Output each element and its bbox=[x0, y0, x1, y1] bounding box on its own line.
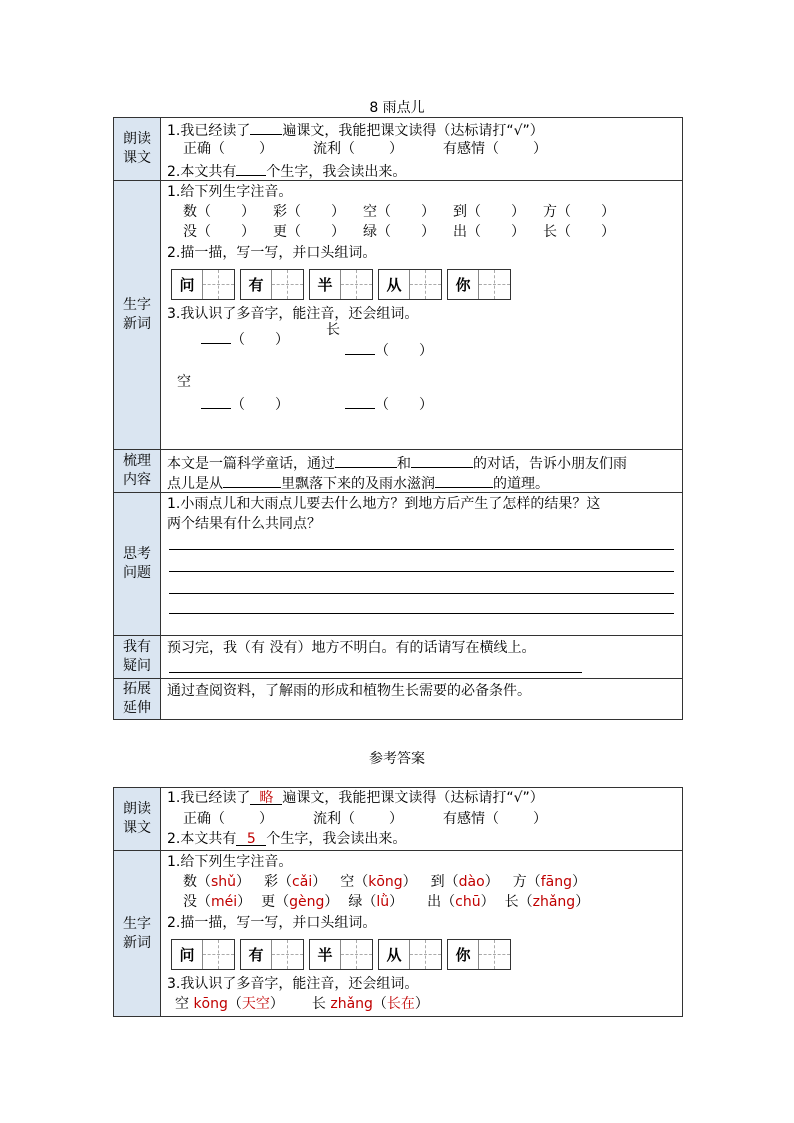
trace-box: 从 bbox=[378, 939, 442, 970]
trace-box: 有 bbox=[240, 939, 304, 970]
extend-text: 通过查阅资料，了解雨的形成和植物生长需要的必备条件。 bbox=[167, 683, 531, 699]
outline-line-2: 点儿是从 里飘落下来的及雨水滋润 的道理。 bbox=[167, 472, 549, 493]
fluent-option[interactable]: 流利（ ） bbox=[313, 141, 403, 157]
think-cell bbox=[161, 493, 683, 636]
label-words: 生字 新词 bbox=[114, 181, 161, 450]
answer-read-cell bbox=[161, 788, 683, 851]
poly-char-kong: 空 bbox=[177, 374, 191, 390]
answer-trace-grid-row bbox=[171, 939, 511, 970]
read-cell bbox=[161, 118, 683, 181]
lesson-title: 8 雨点儿 bbox=[369, 100, 425, 116]
writing-line[interactable] bbox=[169, 571, 674, 572]
words-cell bbox=[161, 181, 683, 450]
words-q3: 3.我认识了多音字，能注音，还会组词。 bbox=[167, 306, 419, 322]
answer-pinyin-row-2: 没（méi） 更（gèng） 绿（lǜ） 出（chū） 长（zhǎng） bbox=[183, 894, 590, 910]
answer-poly-line: 空 kōng（天空） 长 zhǎng（长在） bbox=[175, 996, 429, 1012]
extend-cell bbox=[161, 679, 683, 720]
trace-box: 问 bbox=[171, 939, 235, 970]
label-words: 生字 新词 bbox=[114, 851, 161, 1017]
words-q2: 2.描一描，写一写，并口头组词。 bbox=[167, 245, 377, 261]
outline-cell bbox=[161, 450, 683, 493]
trace-box[interactable]: 有 bbox=[240, 269, 304, 300]
char-count-blank[interactable] bbox=[236, 160, 266, 176]
poly-blank-2[interactable]: （ ） bbox=[345, 339, 433, 360]
trace-grid-row bbox=[171, 269, 511, 300]
think-line-1: 1.小雨点儿和大雨点儿要去什么地方？到地方后产生了怎样的结果？这 bbox=[167, 496, 601, 512]
answers-title: 参考答案 bbox=[369, 751, 425, 767]
poly-blank-3[interactable]: （ ） bbox=[201, 393, 289, 414]
answers-table bbox=[113, 787, 683, 1017]
writing-line[interactable] bbox=[169, 613, 674, 614]
worksheet-table bbox=[113, 117, 683, 720]
trace-box[interactable]: 问 bbox=[171, 269, 235, 300]
answer-words-q3: 3.我认识了多音字，能注音，还会组词。 bbox=[167, 976, 419, 992]
poly-blank-1[interactable]: （ ） bbox=[201, 328, 289, 349]
doubt-text: 预习完，我（有 没有）地方不明白。有的话请写在横线上。 bbox=[167, 640, 536, 656]
trace-box: 你 bbox=[447, 939, 511, 970]
read-line-2 bbox=[183, 140, 547, 158]
answer-read-line-2: 正确（ ） 流利（ ） 有感情（ ） bbox=[183, 811, 547, 827]
answer-read-line-1: 1.我已经读了 略 遍课文，我能把课文读得（达标请打“√”） bbox=[167, 790, 544, 806]
emotion-option[interactable]: 有感情（ ） bbox=[443, 141, 547, 157]
pinyin-row-2: 没（ ） 更（ ） 绿（ ） 出（ ） 长（ ） bbox=[183, 224, 615, 240]
label-outline: 梳理 内容 bbox=[114, 450, 161, 493]
label-read: 朗读 课文 bbox=[114, 118, 161, 181]
trace-box[interactable]: 半 bbox=[309, 269, 373, 300]
trace-box[interactable]: 你 bbox=[447, 269, 511, 300]
correct-option[interactable]: 正确（ ） bbox=[183, 141, 273, 157]
pinyin-row-1: 数（ ） 彩（ ） 空（ ） 到（ ） 方（ ） bbox=[183, 204, 615, 220]
answer-words-cell bbox=[161, 851, 683, 1017]
outline-line-1: 本文是一篇科学童话，通过 和 的对话，告诉小朋友们雨 bbox=[167, 452, 627, 473]
doubt-cell bbox=[161, 636, 683, 679]
label-read: 朗读 课文 bbox=[114, 788, 161, 851]
writing-line[interactable] bbox=[169, 593, 674, 594]
label-think: 思考 问题 bbox=[114, 493, 161, 636]
answer-words-q1: 1.给下列生字注音。 bbox=[167, 854, 293, 870]
answer-read-line-3: 2.本文共有 5 个生字，我会读出来。 bbox=[167, 831, 407, 847]
poly-blank-4[interactable]: （ ） bbox=[345, 393, 433, 414]
writing-line[interactable] bbox=[169, 672, 582, 673]
trace-box[interactable]: 从 bbox=[378, 269, 442, 300]
trace-box: 半 bbox=[309, 939, 373, 970]
poly-char-chang: 长 bbox=[326, 322, 340, 338]
answer-words-q2: 2.描一描，写一写，并口头组词。 bbox=[167, 915, 377, 931]
read-line-3: 2.本文共有 个生字，我会读出来。 bbox=[167, 160, 406, 181]
answer-pinyin-row-1: 数（shǔ） 彩（cǎi） 空（kōng） 到（dào） 方（fāng） bbox=[183, 874, 586, 890]
think-line-2: 两个结果有什么共同点？ bbox=[167, 516, 321, 532]
label-extend: 拓展 延伸 bbox=[114, 679, 161, 720]
writing-line[interactable] bbox=[169, 549, 674, 550]
read-times-blank[interactable] bbox=[250, 119, 282, 135]
words-q1: 1.给下列生字注音。 bbox=[167, 184, 293, 200]
label-doubt: 我有 疑问 bbox=[114, 636, 161, 679]
read-line-1: 1.我已经读了 遍课文，我能把课文读得（达标请打“√”） bbox=[167, 119, 544, 140]
